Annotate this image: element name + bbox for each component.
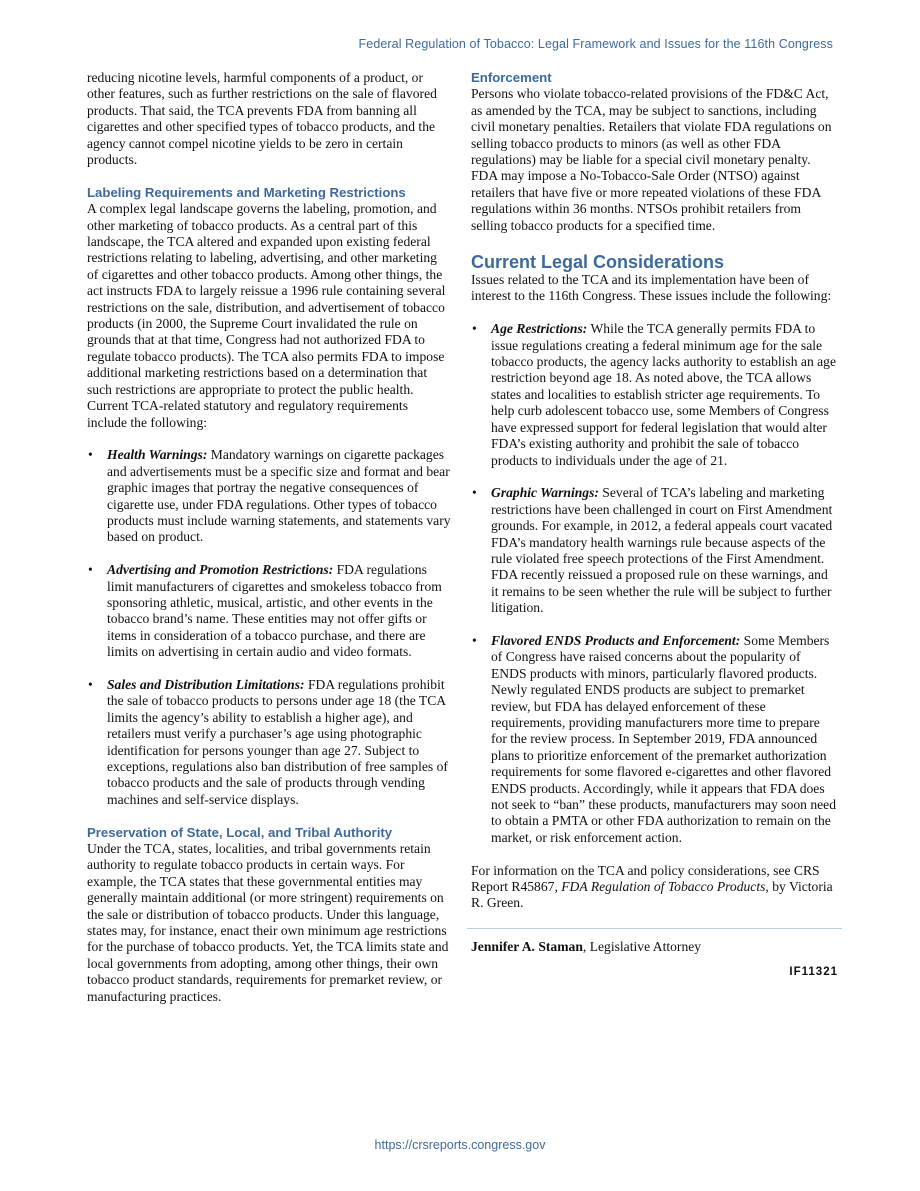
more-info-paragraph [471, 863, 838, 912]
bullet-icon: • [472, 321, 477, 337]
more-info-suffix: , by Victoria R. Green. [471, 879, 833, 911]
bullet-text: FDA regulations limit manufacturers of cigarettes and smokeless tobacco from sponsoring athletic, musical, artistic, and other events in the tobacco brand’s name. These entities may not offer gifts or items in consideration of a tobacco purchase, and there are limits on advertising in certain audio and video formats. [107, 562, 442, 660]
list-item [471, 485, 838, 616]
bullet-icon: • [472, 485, 477, 501]
document-id: IF11321 [789, 965, 838, 978]
bullet-text: Some Members of Congress have raised concerns about the popularity of ENDS products with minors, particularly flavored products. Newly regulated ENDS products are subject to premarket review, but FDA has delayed enforcement of these requirements, providing manufacturers more time to prepare for the review process. In September 2019, FDA announced plans to prioritize enforcement of the premarket authorization requirements for some flavored e-cigarettes and other flavored ENDS products. Accordingly, while it appears that FDA does not seek to “ban” these products, manufacturers may soon need to obtain a PMTA or other FDA authorization to remain on the market, or risk enforcement action. [491, 632, 837, 845]
labeling-heading: Labeling Requirements and Marketing Restrictions [87, 184, 406, 200]
labeling-paragraph: A complex legal landscape governs the labeling, promotion, and other marketing of tobacco products. As a central part of this landscape, the TCA altered and expanded upon existing federal restrictions relating to labeling, advertising, and other marketing of cigarettes and other tobacco products. Among other things, the act instructs FDA to largely reissue a 1996 rule containing several restrictions on the sale, distribution, and advertisement of tobacco products (in 2000, the Supreme Court invalidated the rule on grounds that at that time, Congress had not authorized FDA to regulate tobacco products). The TCA also permits FDA to impose additional marketing restrictions based on a determination that such restrictions are appropriate to protect the public health. Current TCA-related statutory and regulatory requirements include the following: [87, 201, 446, 430]
enforcement-heading: Enforcement [471, 70, 552, 85]
list-item [471, 321, 838, 469]
bullet-term: Advertising and Promotion Restrictions: [107, 562, 334, 578]
bullet-term: Health Warnings: [107, 447, 208, 463]
preservation-heading: Preservation of State, Local, and Tribal Authority [87, 824, 393, 840]
list-item [87, 447, 451, 545]
preservation-paragraph: Under the TCA, states, localities, and tribal governments retain authority to regulate tobacco products in certain ways. For example, the TCA states that these governmental entities may generally maintain additional (or more stringent) requirements on the sale or distribution of tobacco products. Under this language, states may, for instance, enact their own minimum age restrictions for the purchase of tobacco products. Yet, the TCA limits state and local governments from adopting, among other things, their own tobacco product standards, requirements for premarket review, or manufacturing practices. [87, 841, 449, 1004]
right-column [471, 70, 838, 978]
bullet-term: Graphic Warnings: [491, 485, 599, 501]
bullet-icon: • [88, 676, 93, 692]
bullet-text: FDA regulations prohibit the sale of tobacco products to persons under age 18 (the TCA limits the agency’s ability to establish a higher age), and retailers must verify a purchaser’s age using photographic identification for persons younger than age 27. Subject to exceptions, regulations also ban distribution of free samples of tobacco products and the sale of products through vending machines and self-service displays. [107, 676, 448, 807]
bullet-text: While the TCA generally permits FDA to issue regulations creating a federal minimum age for the sale tobacco products, the agency lacks authority to establish an age restriction beyond age 18. As noted above, the TCA allows states and localities to establish stricter age requirements. To help curb adolescent tobacco use, some Members of Congress have expressed support for federal legislation that would alter FDA’s existing authority and prohibit the sale of tobacco products to individuals under the age of 21. [491, 321, 837, 468]
bullet-term: Flavored ENDS Products and Enforcement: [491, 632, 741, 648]
bullet-term: Age Restrictions: [491, 321, 588, 337]
author-line [471, 939, 838, 955]
labeling-bullet-list [87, 447, 451, 808]
current-considerations-heading: Current Legal Considerations [471, 252, 725, 273]
report-title: FDA Regulation of Tobacco Products [561, 879, 766, 895]
left-column [87, 70, 451, 1005]
bullet-icon: • [88, 562, 93, 578]
list-item [87, 677, 451, 808]
list-item [87, 562, 451, 660]
more-info-prefix: For information on the TCA and policy considerations, see CRS Report R45867, [471, 862, 820, 895]
footer-url-link[interactable]: https://crsreports.congress.gov [374, 1138, 546, 1152]
current-considerations-paragraph: Issues related to the TCA and its implementation have been of interest to the 116th Congress. These issues include the following: [471, 272, 832, 304]
bullet-text: Mandatory warnings on cigarette packages and advertisements must be a specific size and format and bear graphic images that portray the negative consequences of cigarette use, under FDA regulations. Other types of tobacco products must include warning statements, and statements vary based on product. [107, 447, 451, 545]
bullet-text: Several of TCA’s labeling and marketing restrictions have been challenged in court on First Amendment grounds. For example, in 2012, a federal appeals court vacated FDA’s mandatory health warnings rule because aspects of the rule violated free speech protections of the First Amendment. FDA recently reissued a proposed rule on these warnings, and it remains to be seen whether the rule will be subject to further litigation. [491, 485, 833, 616]
bullet-icon: • [472, 632, 477, 648]
bullet-icon: • [88, 447, 93, 463]
author-name: Jennifer A. Staman [471, 939, 583, 955]
considerations-bullet-list [471, 321, 838, 846]
intro-paragraph: reducing nicotine levels, harmful components of a product, or other features, such as further restrictions on the sale of flavored products. That said, the TCA prevents FDA from banning all cigarettes and other specified types of tobacco products, and the agency cannot compel nicotine yields to be zero in certain products. [87, 70, 437, 168]
enforcement-paragraph: Persons who violate tobacco-related provisions of the FD&C Act, as amended by the TCA, may be subject to sanctions, including civil monetary penalties. Retailers that violate FDA regulations on selling tobacco products to minors (as well as other FDA regulations) may be liable for a special civil monetary penalty. FDA may impose a No-Tobacco-Sale Order (NTSO) against retailers that have five or more repeated violations of these FDA regulations within 36 months. NTSOs prohibit retailers from selling tobacco products for a specified time. [471, 86, 832, 233]
running-header: Federal Regulation of Tobacco: Legal Framework and Issues for the 116th Congress [358, 37, 833, 51]
list-item [471, 633, 838, 846]
bullet-term: Sales and Distribution Limitations: [107, 676, 305, 692]
author-role: , Legislative Attorney [582, 939, 702, 955]
